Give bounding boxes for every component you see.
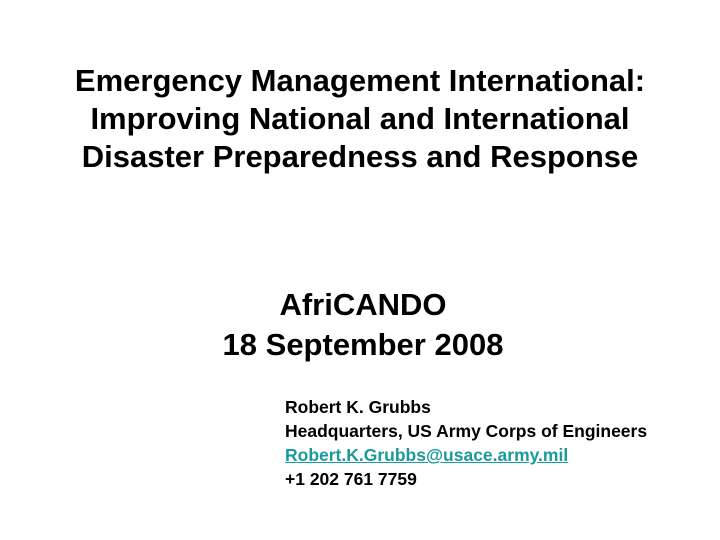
- title-line-1: Emergency Management International:: [74, 63, 646, 98]
- phone-number: +1 202 761 7759: [285, 469, 417, 489]
- title-line-3: Disaster Preparedness and Response: [81, 139, 639, 174]
- title-line-2: Improving National and International: [90, 101, 630, 136]
- presenter-organization: Headquarters, US Army Corps of Engineers: [285, 421, 648, 441]
- slide-title: [0, 62, 720, 176]
- event-date: 18 September 2008: [222, 327, 504, 362]
- presenter-name: Robert K. Grubbs: [285, 397, 431, 417]
- event-name: AfriCANDO: [279, 287, 447, 322]
- email-link[interactable]: Robert.K.Grubbs@usace.army.mil: [285, 445, 569, 465]
- event-block: [0, 285, 720, 365]
- contact-block: [285, 395, 647, 491]
